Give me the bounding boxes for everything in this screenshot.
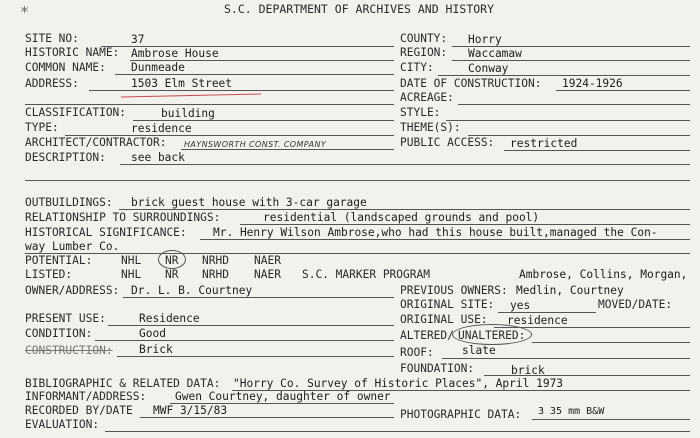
description-rule [120,164,690,165]
photographic-label: PHOTOGRAPHIC DATA: [400,408,522,421]
city-rule [438,75,690,76]
listed-label: LISTED: [25,268,73,281]
public-access-label: PUBLIC ACCESS: [400,136,495,149]
informant-label: INFORMANT/ADDRESS: [25,390,147,403]
type-value: residence [131,122,192,135]
themes-rule [468,135,690,136]
condition-rule [95,340,394,341]
listed-option-nrhd: NRHD [202,268,229,281]
description-rule-2 [25,180,690,181]
potential-label: POTENTIAL: [25,254,93,267]
recorded-rule [140,417,394,418]
relationship-rule [240,224,690,225]
style-label: STYLE: [400,106,441,119]
present-use-value: Residence [139,312,200,325]
previous-owners-line-2: Medlin, Courtney [516,284,624,297]
present-use-rule [108,325,394,326]
potential-option-nrhd: NRHD [202,254,229,267]
style-rule [446,120,690,121]
historic-name-value: Ambrose House [131,47,219,60]
acreage-rule [458,104,690,105]
listed-option-naer: NAER [254,268,281,281]
potential-option-nr: NR [165,254,179,267]
significance-value-2: way Lumber Co. [25,240,120,253]
altered-label: ALTERED/ [400,329,454,342]
acreage-label: ACREAGE: [400,91,454,104]
recorded-value: MWF 3/15/83 [153,404,228,417]
site-no-label: SITE NO: [25,32,79,45]
previous-owners-label: PREVIOUS OWNERS: [400,284,508,297]
region-rule [452,60,690,61]
common-name-label: COMMON NAME: [25,61,106,74]
foundation-label: FOUNDATION: [400,362,475,375]
previous-owners-line-1: Ambrose, Collins, Morgan, [519,268,688,281]
city-value: Conway [468,62,509,75]
county-label: COUNTY: [400,32,448,45]
nr-circle-mark [158,250,186,269]
themes-label: THEME(S): [400,121,461,134]
unaltered-circle-mark [452,324,532,345]
classification-value: building [161,107,215,120]
original-site-rule [498,312,596,313]
address-label: ADDRESS: [25,77,79,90]
public-access-rule [504,150,690,151]
listed-option-nhl: NHL [121,268,142,281]
photographic-rule [532,419,690,420]
roof-label: ROOF: [400,346,434,359]
informant-value: Gwen Courtney, daughter of owner [175,390,391,403]
condition-label: CONDITION: [25,327,93,340]
recorded-label: RECORDED BY/DATE [25,404,133,417]
architect-value: HAYNSWORTH CONST. COMPANY [184,140,327,149]
architect-label: ARCHITECT/CONTRACTOR: [25,136,167,149]
moved-date-label: MOVED/DATE: [598,298,673,311]
site-no-value: 37 [131,33,145,46]
address-value: 1503 Elm Street [131,77,233,90]
date-construction-label: DATE OF CONSTRUCTION: [400,77,542,90]
owner-address-value: Dr. L. B. Courtney [131,284,253,297]
relationship-label: RELATIONSHIP TO SURROUNDINGS: [25,211,221,224]
common-name-rule [115,74,394,75]
region-label: REGION: [400,46,448,59]
significance-label: HISTORICAL SIGNIFICANCE: [25,226,187,239]
historic-name-label: HISTORIC NAME: [25,46,120,59]
address-rule [89,90,394,91]
evaluation-label: EVALUATION: [25,418,100,431]
card-title: S.C. DEPARTMENT OF ARCHIVES AND HISTORY [224,2,495,16]
original-site-value: yes [510,299,531,312]
foundation-rule [484,375,690,376]
foundation-value: brick [511,364,545,377]
altered-rule [532,342,690,343]
photographic-value: 3 35 mm B&W [538,406,605,417]
date-construction-value: 1924-1926 [562,77,623,90]
listed-option-nr: NR [165,268,179,281]
roof-rule [442,358,690,359]
bibliographic-label: BIBLIOGRAPHIC & RELATED DATA: [25,377,221,390]
sc-marker-program: S.C. MARKER PROGRAM [302,268,430,281]
construction-label: CONSTRUCTION: [25,344,113,357]
relationship-value: residential (landscaped grounds and pool) [263,211,540,224]
description-label: DESCRIPTION: [25,151,106,164]
outbuildings-value: brick guest house with 3-car garage [131,196,367,209]
original-site-label: ORIGINAL SITE: [400,298,495,311]
blank-rule [25,104,394,105]
architect-rule [181,149,394,150]
owner-address-label: OWNER/ADDRESS: [25,284,120,297]
type-label: TYPE: [25,121,59,134]
outbuildings-label: OUTBUILDINGS: [25,196,113,209]
bibliographic-value: "Horry Co. Survey of Historic Places", April 1973 [233,377,564,390]
present-use-label: PRESENT USE: [25,312,106,325]
description-value: see back [131,151,185,164]
date-construction-rule [556,90,690,91]
outbuildings-rule [119,209,690,210]
potential-option-naer: NAER [254,254,281,267]
original-use-label: ORIGINAL USE: [400,313,488,326]
condition-value: Good [139,327,166,340]
red-pencil-mark [121,94,261,98]
classification-label: CLASSIFICATION: [25,106,127,119]
owner-address-rule [123,297,394,298]
public-access-value: restricted [510,137,578,150]
evaluation-rule [105,431,690,432]
original-use-value: residence [507,314,568,327]
unaltered-label: UNALTERED: [458,329,526,342]
construction-value: Brick [139,343,173,356]
city-label: CITY: [400,61,434,74]
asterisk-mark: * [20,3,30,21]
common-name-value: Dunmeade [131,61,185,74]
region-value: Waccamaw [468,47,522,60]
potential-option-nhl: NHL [121,254,142,267]
significance-value: Mr. Henry Wilson Ambrose,who had this house built,managed the Con- [213,226,658,239]
classification-rule [133,120,394,121]
construction-rule [117,356,394,357]
roof-value: slate [462,344,496,357]
significance-rule [200,239,690,240]
county-value: Horry [468,33,502,46]
